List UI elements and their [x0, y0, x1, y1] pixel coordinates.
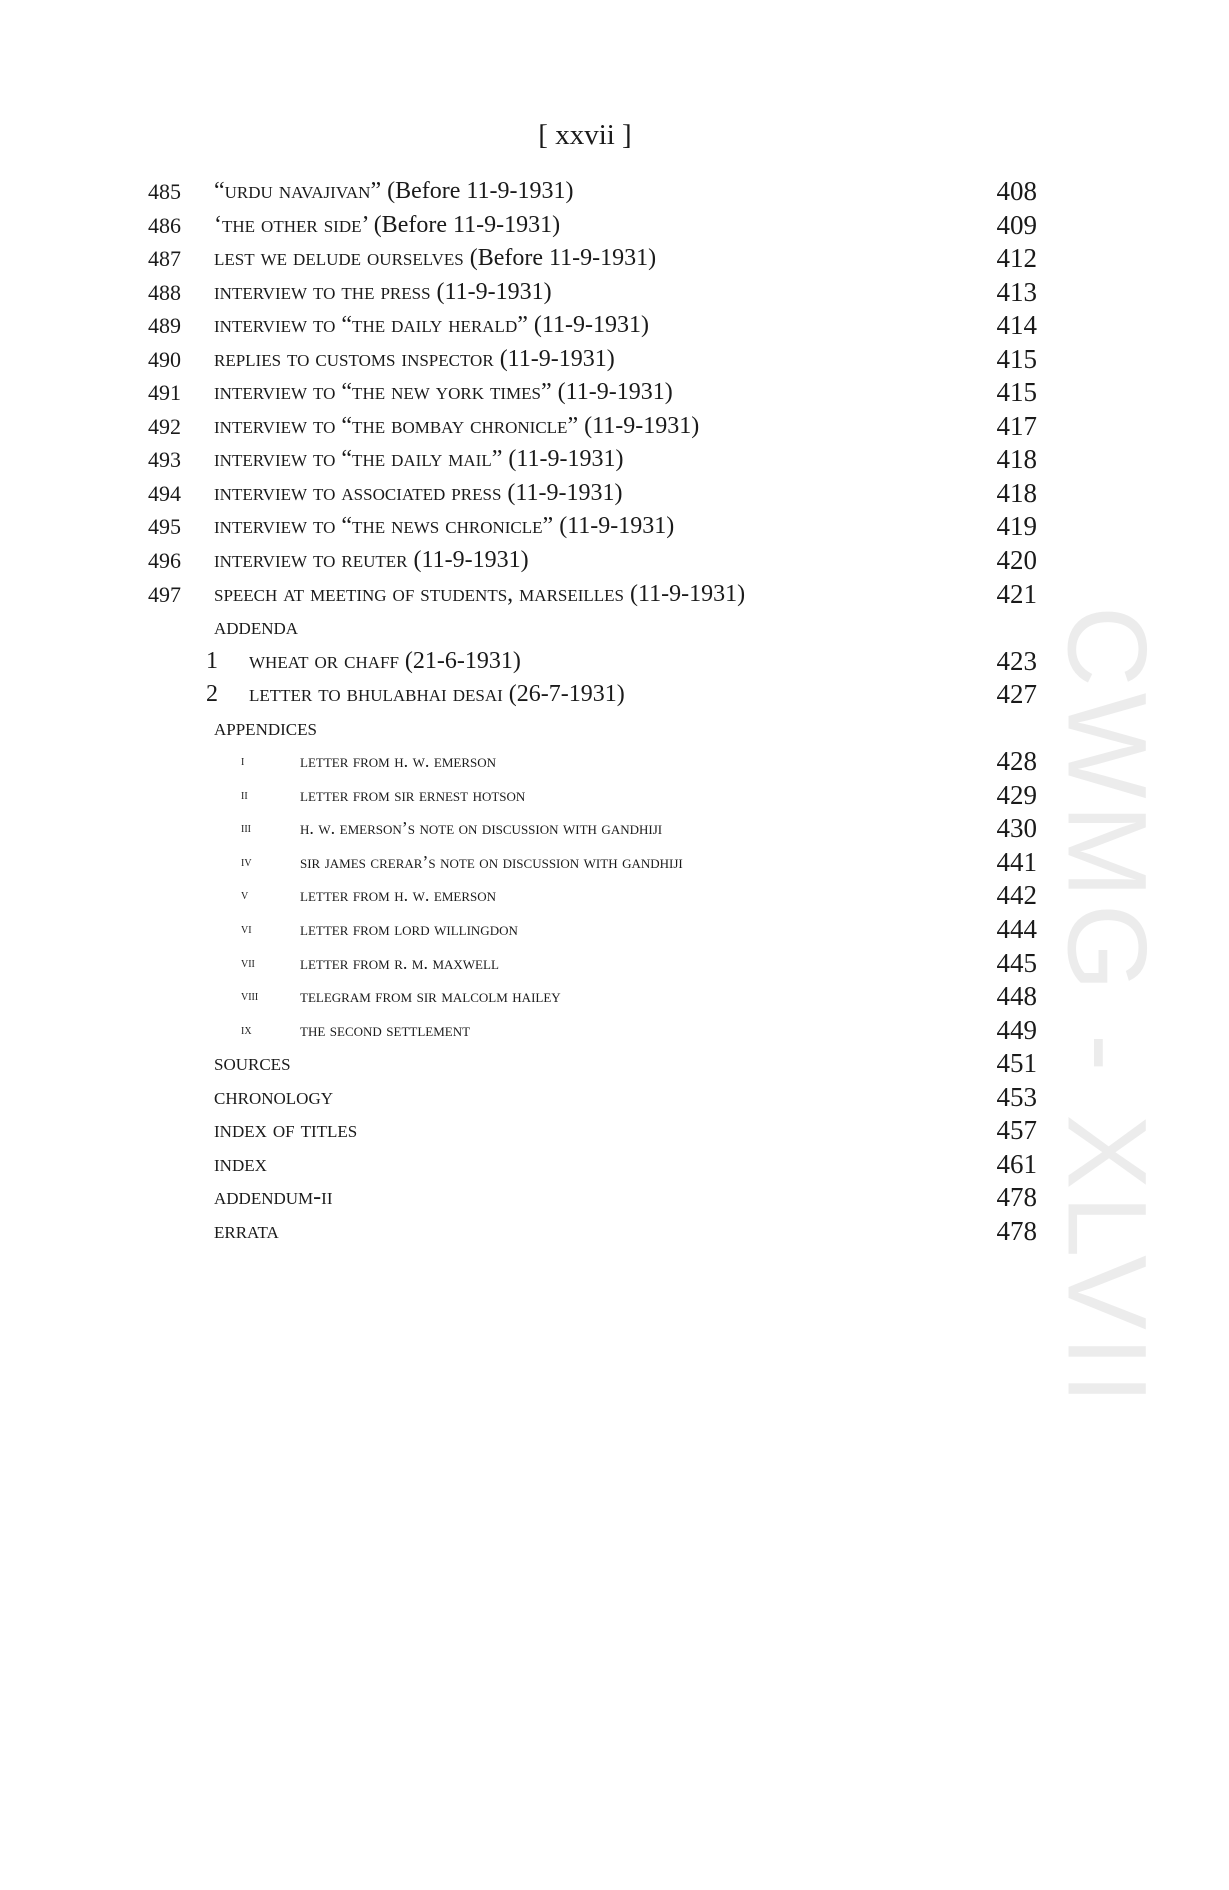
entry-number: 490	[148, 346, 181, 372]
section-heading-appendices	[0, 712, 1229, 746]
entry-date: (21-6-1931)	[404, 647, 521, 674]
table-of-contents	[0, 175, 1229, 1249]
entry-number: iii	[241, 821, 251, 837]
toc-entry-490	[0, 343, 1229, 377]
toc-entry-493	[0, 443, 1229, 477]
entry-title: interview to associated press	[214, 479, 502, 506]
entry-title: letter from h. w. emerson	[300, 885, 496, 906]
appendix-entry-iii	[0, 812, 1229, 846]
toc-entry-489	[0, 309, 1229, 343]
entry-title: letter from h. w. emerson	[300, 751, 496, 772]
entry-title: interview to “the news chronicle”	[214, 513, 554, 540]
entry-title: sources	[214, 1050, 291, 1077]
entry-page: 449	[996, 1014, 1037, 1045]
entry-number: 496	[148, 548, 181, 574]
entry-page: 418	[996, 477, 1037, 508]
entry-page: 448	[996, 981, 1037, 1012]
toc-entry-485	[0, 175, 1229, 209]
back-matter-index-of-titles	[0, 1114, 1229, 1148]
toc-entry-491	[0, 376, 1229, 410]
back-matter-index	[0, 1148, 1229, 1182]
toc-entry-494	[0, 477, 1229, 511]
entry-page: 409	[996, 209, 1037, 240]
toc-entry-495	[0, 510, 1229, 544]
entry-page: 445	[996, 947, 1037, 978]
back-matter-addendum-ii	[0, 1181, 1229, 1215]
entry-page: 442	[996, 880, 1037, 911]
entry-date: (11-9-1931)	[559, 513, 675, 540]
entry-title: interview to “the new york times”	[214, 379, 552, 406]
entry-page: 418	[996, 444, 1037, 475]
entry-title: the second settlement	[300, 1019, 471, 1040]
back-matter-errata	[0, 1215, 1229, 1249]
entry-title: “urdu navajivan”	[214, 178, 382, 204]
appendix-entry-iv	[0, 846, 1229, 880]
toc-entry-496	[0, 544, 1229, 578]
entry-page: 412	[996, 243, 1037, 274]
entry-date: (Before 11-9-1931)	[469, 245, 657, 272]
entry-page: 457	[996, 1115, 1037, 1146]
entry-title: addendum-ii	[214, 1184, 333, 1211]
entry-number: iv	[241, 854, 252, 870]
entry-number: vi	[241, 922, 252, 938]
watermark: CWMG - XLVII	[1044, 605, 1170, 1411]
entry-title: errata	[214, 1217, 279, 1244]
entry-date: (11-9-1931)	[557, 379, 673, 406]
toc-entry-488	[0, 276, 1229, 310]
entry-title: lest we delude ourselves	[214, 245, 464, 272]
entry-date: (Before 11-9-1931)	[373, 211, 561, 238]
entry-title: sir james crerar’s note on discussion with gandhiji	[300, 851, 683, 872]
entry-page: 453	[996, 1081, 1037, 1112]
section-heading-addenda	[0, 611, 1229, 645]
entry-number: 1	[206, 647, 218, 674]
toc-entry-486	[0, 209, 1229, 243]
entry-number: 486	[148, 212, 181, 238]
entry-number: v	[241, 888, 249, 904]
entry-number: 492	[148, 413, 181, 439]
entry-number: 488	[148, 279, 181, 305]
entry-page: 427	[996, 679, 1037, 710]
entry-page: 478	[996, 1215, 1037, 1246]
entry-page: 423	[996, 645, 1037, 676]
entry-page: 414	[996, 310, 1037, 341]
entry-page: 415	[996, 377, 1037, 408]
entry-page: 429	[996, 779, 1037, 810]
entry-number: 494	[148, 480, 181, 506]
addenda-entry-1	[0, 645, 1229, 679]
entry-page: 417	[996, 410, 1037, 441]
entry-number: ix	[241, 1022, 252, 1038]
entry-number: 487	[148, 246, 181, 272]
entry-number: i	[241, 754, 245, 770]
entry-title: chronology	[214, 1083, 333, 1110]
entry-number: 485	[148, 179, 181, 204]
entry-title: telegram from sir malcolm hailey	[300, 986, 561, 1007]
section-heading: addenda	[214, 614, 299, 641]
entry-date: (11-9-1931)	[508, 446, 624, 473]
entry-number: ii	[241, 787, 248, 803]
entry-title: interview to “the bombay chronicle”	[214, 412, 579, 439]
back-matter-chronology	[0, 1081, 1229, 1115]
appendix-entry-ix	[0, 1014, 1229, 1048]
entry-date: (11-9-1931)	[630, 580, 746, 607]
entry-title: letter to bhulabhai desai	[249, 681, 503, 708]
entry-date: (11-9-1931)	[584, 412, 700, 439]
appendix-entry-viii	[0, 980, 1229, 1014]
entry-title: letter from sir ernest hotson	[300, 784, 526, 805]
back-matter-sources	[0, 1047, 1229, 1081]
entry-number: 497	[148, 581, 181, 607]
entry-date: (11-9-1931)	[533, 312, 649, 339]
toc-entry-487	[0, 242, 1229, 276]
appendix-entry-vi	[0, 913, 1229, 947]
entry-page: 441	[996, 846, 1037, 877]
entry-number: 493	[148, 447, 181, 473]
entry-title: ‘the other side’	[214, 211, 368, 238]
entry-title: speech at meeting of students, marseilles	[214, 580, 625, 607]
entry-number: 489	[148, 313, 181, 339]
entry-page: 430	[996, 813, 1037, 844]
entry-page: 415	[996, 343, 1037, 374]
entry-number: 2	[206, 681, 218, 708]
entry-title: letter from lord willingdon	[300, 919, 518, 940]
entry-title: wheat or chaff	[249, 647, 399, 674]
toc-entry-492	[0, 410, 1229, 444]
entry-title: index of titles	[214, 1117, 358, 1144]
addenda-entry-2	[0, 678, 1229, 712]
entry-title: replies to customs inspector	[214, 345, 494, 372]
appendix-entry-i	[0, 745, 1229, 779]
entry-title: interview to “the daily mail”	[214, 446, 503, 473]
entry-page: 451	[996, 1048, 1037, 1079]
entry-title: interview to the press	[214, 278, 431, 305]
appendix-entry-v	[0, 879, 1229, 913]
entry-page: 478	[996, 1182, 1037, 1213]
entry-page: 408	[996, 176, 1037, 206]
entry-date: (11-9-1931)	[507, 479, 623, 506]
entry-number: 491	[148, 380, 181, 406]
entry-page: 420	[996, 545, 1037, 576]
toc-entry-497	[0, 578, 1229, 612]
entry-title: interview to reuter	[214, 547, 408, 574]
entry-page: 419	[996, 511, 1037, 542]
entry-page: 461	[996, 1148, 1037, 1179]
entry-number: vii	[241, 955, 255, 971]
entry-page: 413	[996, 276, 1037, 307]
appendix-entry-ii	[0, 779, 1229, 813]
entry-number: 495	[148, 514, 181, 540]
entry-date: (11-9-1931)	[436, 278, 552, 305]
appendix-entry-vii	[0, 947, 1229, 981]
entry-page: 428	[996, 746, 1037, 777]
entry-number: viii	[241, 989, 259, 1005]
page-number-header: [ xxvii ]	[538, 119, 632, 151]
entry-date: (Before 11-9-1931)	[387, 178, 574, 204]
entry-date: (11-9-1931)	[499, 345, 615, 372]
section-heading: appendices	[214, 714, 317, 741]
entry-page: 421	[996, 578, 1037, 609]
entry-title: index	[214, 1150, 267, 1177]
entry-title: interview to “the daily herald”	[214, 312, 528, 339]
entry-date: (26-7-1931)	[508, 681, 625, 708]
entry-title: h. w. emerson’s note on discussion with gandhiji	[300, 818, 663, 839]
entry-date: (11-9-1931)	[413, 547, 529, 574]
entry-title: letter from r. m. maxwell	[300, 952, 499, 973]
entry-page: 444	[996, 914, 1037, 945]
